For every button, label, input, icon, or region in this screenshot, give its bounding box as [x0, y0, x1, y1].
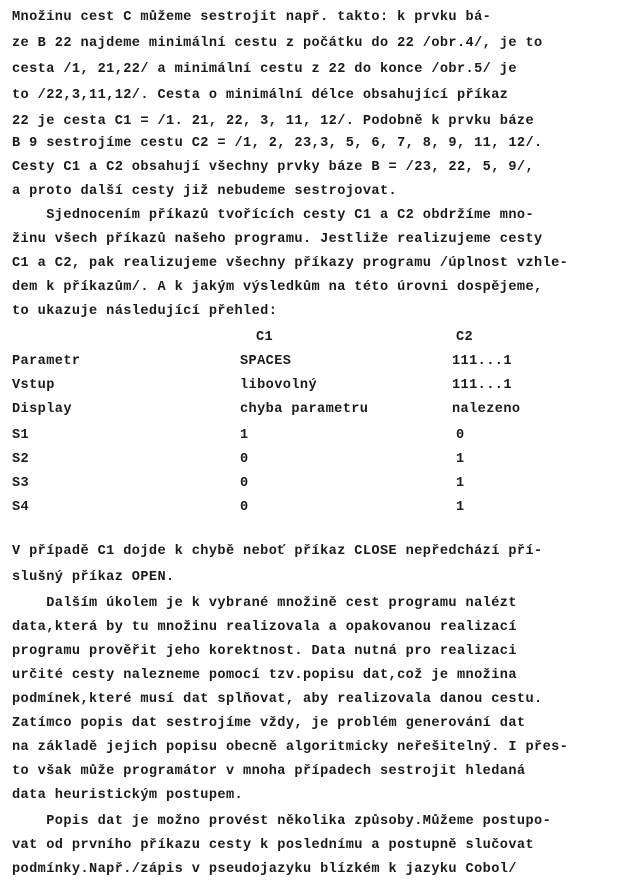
- text-line: B 9 sestrojíme cestu C2 = /1, 2, 23,3, 5, 6, 7, 8, 9, 11, 12/.: [12, 136, 543, 151]
- row-value-c2: 1: [456, 452, 465, 467]
- row-value-c1: chyba parametru: [240, 402, 369, 417]
- row-value-c2: 111...1: [452, 378, 512, 393]
- text-line: C1 a C2, pak realizujeme všechny příkazy programu /úplnost vzhle-: [12, 256, 569, 271]
- row-value-c2: 111...1: [452, 354, 512, 369]
- text-line: slušný příkaz OPEN.: [12, 570, 175, 585]
- text-line: a proto další cesty již nebudeme sestrojovat.: [12, 184, 398, 199]
- text-line: podmínek,které musí dat splňovat, aby realizovala danou cestu.: [12, 692, 543, 707]
- row-label: Parametr: [12, 354, 81, 369]
- text-line: Množinu cest C můžeme sestrojit např. takto: k prvku bá-: [12, 10, 492, 25]
- text-line: ze B 22 najdeme minimální cestu z počátku do 22 /obr.4/, je to: [12, 36, 543, 51]
- text-line: na základě jejich popisu obecně algoritmicky neřešitelný. I přes-: [12, 740, 569, 755]
- text-line: Sjednocením příkazů tvořících cesty C1 a C2 obdržíme mno-: [12, 208, 535, 223]
- row-value-c2: 1: [456, 476, 465, 491]
- text-line: V případě C1 dojde k chybě neboť příkaz CLOSE nepředchází pří-: [12, 544, 543, 559]
- text-line: to však může programátor v mnoha případech sestrojit hledaná: [12, 764, 526, 779]
- text-line: určité cesty nalezneme pomocí tzv.popisu dat,což je množina: [12, 668, 517, 683]
- table-header-c1: C1: [256, 330, 274, 345]
- text-line: programu prověřit jeho korektnost. Data nutná pro realizaci: [12, 644, 517, 659]
- text-line: vat od prvního příkazu cesty k poslednímu a postupně slučovat: [12, 838, 535, 853]
- text-line: to /22,3,11,12/. Cesta o minimální délce obsahující příkaz: [12, 88, 509, 103]
- text-line: to ukazuje následující přehled:: [12, 304, 278, 319]
- text-line: data,která by tu množinu realizovala a opakovanou realizací: [12, 620, 517, 635]
- text-line: 22 je cesta C1 = /1. 21, 22, 3, 11, 12/. Podobně k prvku báze: [12, 114, 535, 129]
- row-label: S4: [12, 500, 30, 515]
- text-line: žinu všech příkazů našeho programu. Jestliže realizujeme cesty: [12, 232, 543, 247]
- text-line: Zatímco popis dat sestrojíme vždy, je problém generování dat: [12, 716, 526, 731]
- text-line: dem k příkazům/. A k jakým výsledkům na této úrovni dospějeme,: [12, 280, 543, 295]
- row-value-c1: 0: [240, 500, 249, 515]
- row-value-c1: SPACES: [240, 354, 292, 369]
- row-value-c1: 1: [240, 428, 249, 443]
- text-line: data heuristickým postupem.: [12, 788, 244, 803]
- row-value-c1: 0: [240, 452, 249, 467]
- row-label: S3: [12, 476, 30, 491]
- row-value-c2: nalezeno: [452, 402, 521, 417]
- text-line: Cesty C1 a C2 obsahují všechny prvky báze B = /23, 22, 5, 9/,: [12, 160, 535, 175]
- row-value-c1: 0: [240, 476, 249, 491]
- text-line: Popis dat je možno provést několika způsoby.Můžeme postupo-: [12, 814, 552, 829]
- text-line: cesta /1, 21,22/ a minimální cestu z 22 do konce /obr.5/ je: [12, 62, 517, 77]
- table-header-c2: C2: [456, 330, 474, 345]
- row-value-c1: libovolný: [240, 378, 318, 393]
- row-label: Display: [12, 402, 72, 417]
- text-line: Dalším úkolem je k vybrané množině cest programu nalézt: [12, 596, 517, 611]
- row-value-c2: 1: [456, 500, 465, 515]
- row-label: S1: [12, 428, 30, 443]
- row-label: S2: [12, 452, 30, 467]
- text-line: podmínky.Např./zápis v pseudojazyku blízkém k jazyku Cobol/: [12, 862, 517, 877]
- row-value-c2: 0: [456, 428, 465, 443]
- row-label: Vstup: [12, 378, 55, 393]
